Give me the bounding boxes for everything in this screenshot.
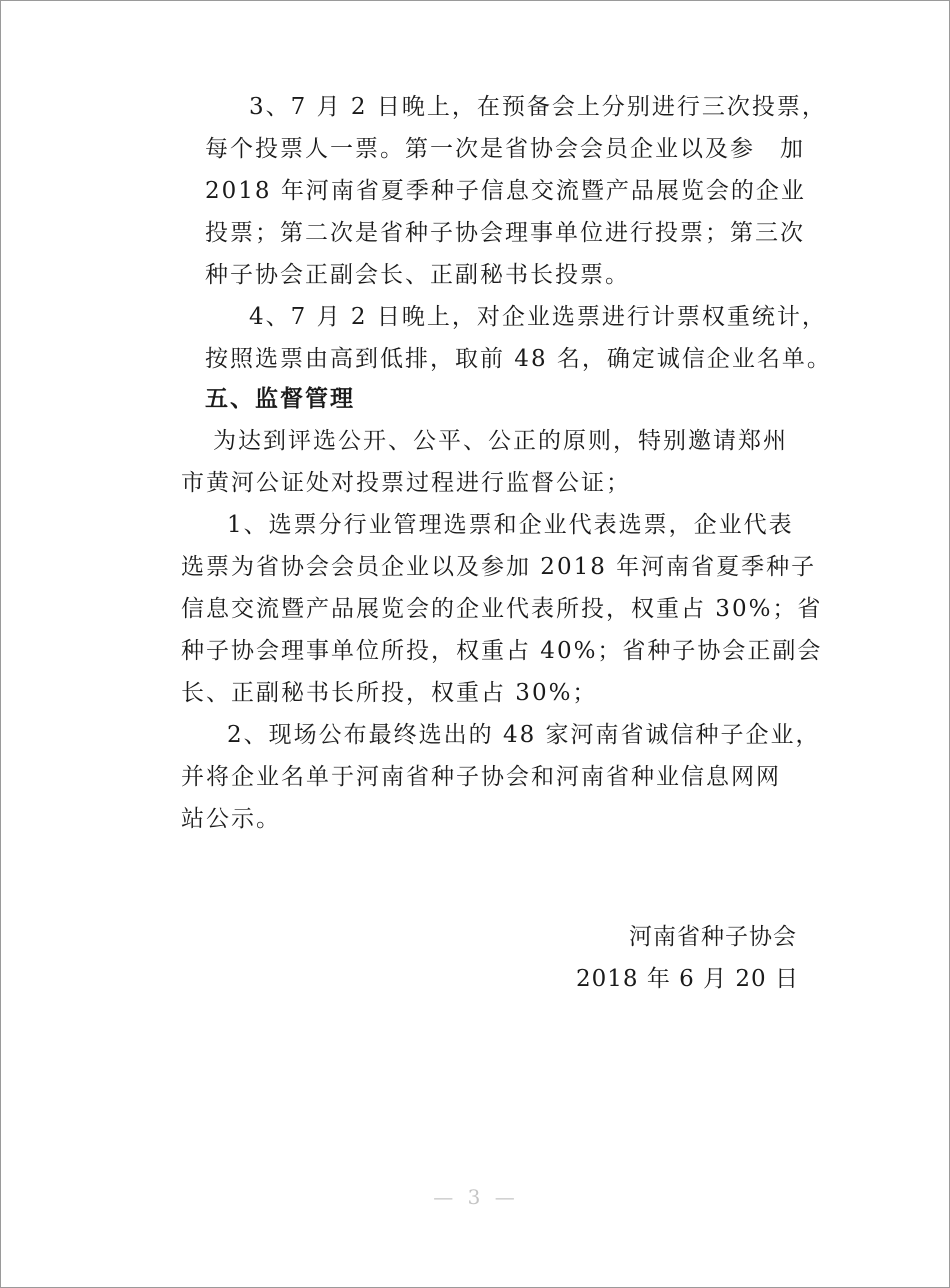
- paragraph-line: 并将企业名单于河南省种子协会和河南省种业信息网网: [181, 764, 781, 790]
- paragraph-line: 1、选票分行业管理选票和企业代表选票，企业代表: [227, 512, 794, 538]
- section-heading: 五、监督管理: [205, 386, 355, 412]
- paragraph-line: 选票为省协会会员企业以及参加 2018 年河南省夏季种子: [181, 554, 817, 580]
- paragraph-line: 按照选票由高到低排，取前 48 名，确定诚信企业名单。: [205, 346, 832, 372]
- paragraph-line: 种子协会正副会长、正副秘书长投票。: [205, 262, 630, 288]
- paragraph-line: 为达到评选公开、公平、公正的原则，特别邀请郑州: [213, 428, 788, 454]
- paragraph-line: 3、7 月 2 日晚上，在预备会上分别进行三次投票，: [249, 94, 827, 120]
- signature-organization: 河南省种子协会: [629, 924, 797, 950]
- paragraph-line: 2、现场公布最终选出的 48 家河南省诚信种子企业，: [227, 722, 821, 748]
- paragraph-line: 2018 年河南省夏季种子信息交流暨产品展览会的企业: [205, 178, 806, 204]
- paragraph-line: 市黄河公证处对投票过程进行监督公证；: [181, 470, 631, 496]
- paragraph-line: 种子协会理事单位所投，权重占 40%；省种子协会正副会: [181, 638, 823, 664]
- paragraph-line: 投票；第二次是省种子协会理事单位进行投票；第三次: [205, 220, 805, 246]
- paragraph-line: 长、正副秘书长所投，权重占 30%；: [181, 680, 598, 706]
- page-number: — 3 —: [433, 1185, 519, 1209]
- paragraph-line: 站公示。: [181, 806, 281, 832]
- paragraph-line: 信息交流暨产品展览会的企业代表所投，权重占 30%；省: [181, 596, 823, 622]
- paragraph-line: 每个投票人一票。第一次是省协会会员企业以及参 加: [205, 136, 805, 162]
- signature-date: 2018 年 6 月 20 日: [576, 966, 799, 992]
- paragraph-line: 4、7 月 2 日晚上，对企业选票进行计票权重统计，: [249, 304, 827, 330]
